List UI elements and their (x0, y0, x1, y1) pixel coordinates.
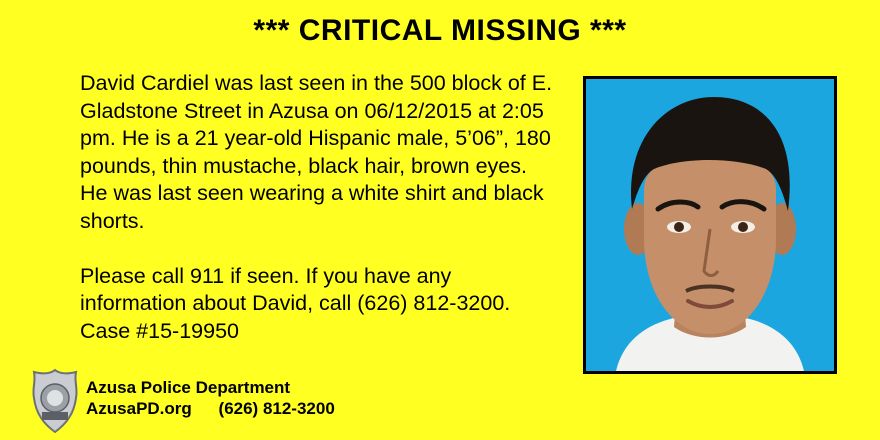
footer-contact (86, 377, 335, 419)
missing-person-photo (583, 76, 837, 374)
portrait-image (586, 79, 834, 371)
phone-number[interactable]: (626) 812-3200 (218, 399, 335, 418)
police-badge-icon (30, 368, 80, 434)
description-paragraph: David Cardiel was last seen in the 500 block of E. Gladstone Street in Azusa on 06/12/2015 at 2:05 pm. He is a 21 year-old Hispanic male, 5’06”, 180 pounds, thin mustache, black hair, brown eyes. He was last seen wearing a white shirt and black shorts. (80, 71, 553, 233)
footer-contact-line (86, 398, 335, 419)
contact-paragraph: Please call 911 if seen. If you have any information about David, call (626) 812-3200. Case #15-19950 (80, 263, 511, 343)
alert-title: *** CRITICAL MISSING *** (253, 14, 627, 47)
website-link[interactable]: AzusaPD.org (86, 399, 192, 418)
missing-person-description (80, 70, 560, 345)
department-name: Azusa Police Department (86, 378, 291, 397)
